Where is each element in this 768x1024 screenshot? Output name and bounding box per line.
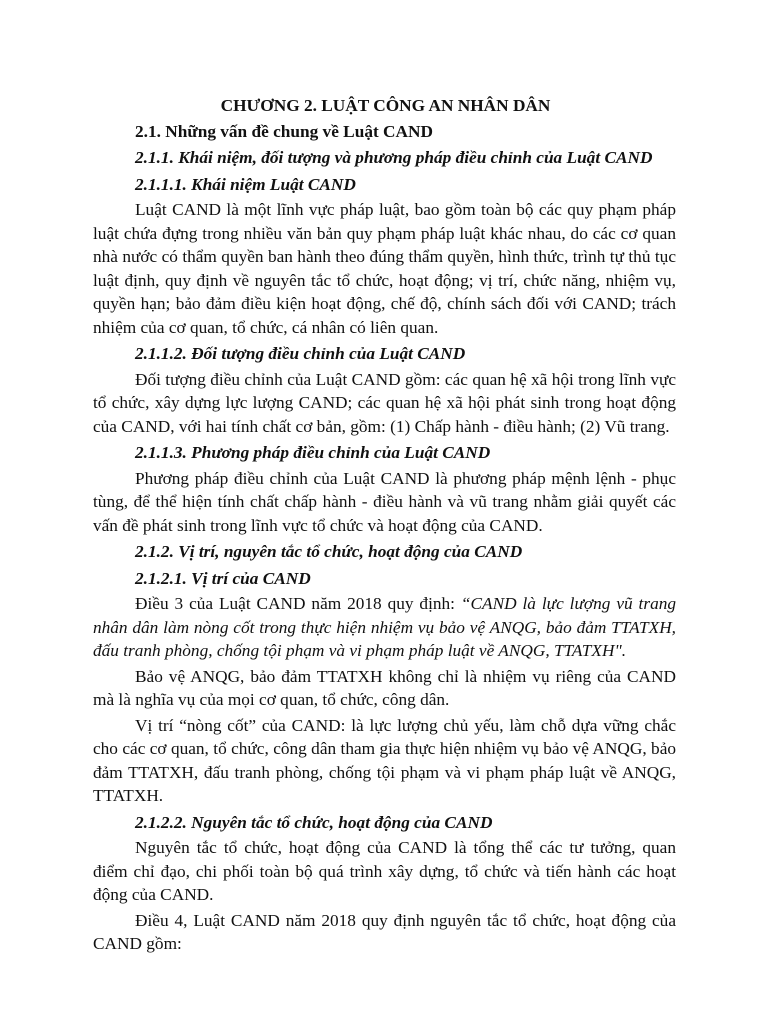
heading-2-1-1-2: 2.1.1.2. Đối tượng điều chỉnh của Luật CAND (135, 344, 466, 363)
heading-2-1-1-3: 2.1.1.3. Phương pháp điều chỉnh của Luật CAND (135, 443, 491, 462)
paragraph-principles: Nguyên tắc tổ chức, hoạt động của CAND là tổng thể các tư tưởng, quan điểm chỉ đạo, chi phối toàn bộ quá trình xây dựng, tổ chức và tiến hành các hoạt động của CAND. (93, 838, 676, 904)
paragraph-protection: Bảo vệ ANQG, bảo đảm TTATXH không chỉ là nhiệm vụ riêng của CAND mà là nghĩa vụ của mọi cơ quan, tổ chức, công dân. (93, 666, 676, 709)
document-body (93, 120, 676, 956)
heading-2-1-2: 2.1.2. Vị trí, nguyên tắc tổ chức, hoạt động của CAND (135, 542, 523, 561)
heading-2-1-2-1: 2.1.2.1. Vị trí của CAND (135, 568, 311, 588)
paragraph-article-3 (93, 592, 676, 663)
paragraph-subject: Đối tượng điều chỉnh của Luật CAND gồm: các quan hệ xã hội trong lĩnh vực tổ chức, xây dựng lực lượng CAND; các quan hệ xã hội phát sinh trong hoạt động của CAND, với hai tính chất cơ bản, gồm: (1) Chấp hành - điều hành; (2) Vũ trang. (93, 369, 676, 436)
heading-2-1-1-1: 2.1.1.1. Khái niệm Luật CAND (135, 174, 356, 194)
article-3-quote: “CAND là lực lượng vũ trang nhân dân làm nòng cốt trong thực hiện nhiệm vụ bảo vệ ANQG, bảo đảm TTATXH, đấu tranh phòng, chống tội phạm và vi phạm pháp luật về ANQG, TTATXH". (93, 594, 676, 660)
chapter-title: CHƯƠNG 2. LUẬT CÔNG AN NHÂN DÂN (220, 96, 551, 115)
heading-2-1-2-2: 2.1.2.2. Nguyên tắc tổ chức, hoạt động của CAND (135, 812, 493, 832)
paragraph-definition: Luật CAND là một lĩnh vực pháp luật, bao gồm toàn bộ các quy phạm pháp luật chứa đựng trong nhiều văn bản quy phạm pháp luật khác nhau, do các cơ quan nhà nước có thẩm quyền ban hành theo đúng thẩm quyền, hình thức, trình tự thủ tục luật định, quy định về nguyên tắc tổ chức, hoạt động; vị trí, chức năng, nhiệm vụ, quyền hạn; bảo đảm điều kiện hoạt động, chế độ, chính sách đối với CAND; trách nhiệm của cơ quan, tổ chức, cá nhân có liên quan. (93, 200, 676, 337)
article-3-lead: Điều 3 của Luật CAND năm 2018 quy định: (135, 594, 461, 613)
heading-2-1-1: 2.1.1. Khái niệm, đối tượng và phương pháp điều chỉnh của Luật CAND (135, 148, 653, 167)
paragraph-method: Phương pháp điều chỉnh của Luật CAND là phương pháp mệnh lệnh - phục tùng, để thể hiện tính chất chấp hành - điều hành và vũ trang nhằm giải quyết các vấn đề phát sinh trong lĩnh vực tổ chức và hoạt động của CAND. (93, 468, 676, 535)
paragraph-core-position: Vị trí “nòng cốt” của CAND: là lực lượng chủ yếu, làm chỗ dựa vững chắc cho các cơ quan, tổ chức, công dân tham gia thực hiện nhiệm vụ bảo vệ ANQG, bảo đảm TTATXH, đấu tranh phòng, chống tội phạm và vi phạm pháp luật về ANQG, TTATXH. (93, 715, 676, 805)
paragraph-article-4: Điều 4, Luật CAND năm 2018 quy định nguyên tắc tổ chức, hoạt động của CAND gồm: (93, 910, 676, 953)
heading-2-1: 2.1. Những vấn đề chung về Luật CAND (135, 121, 433, 141)
